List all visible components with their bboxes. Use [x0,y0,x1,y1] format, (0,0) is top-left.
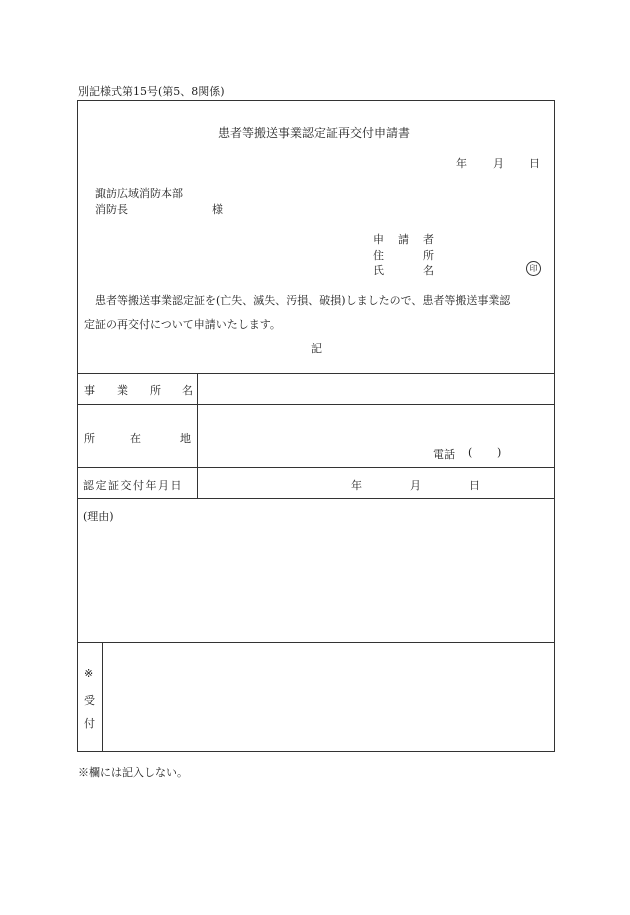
addressee-chief: 消防長 [95,203,128,216]
row-divider [77,642,555,643]
applicant-label-char: 請 [398,233,409,246]
column-divider [197,373,198,498]
office-label-char: 事 [84,384,95,397]
date-year: 年 [456,157,467,170]
cert-date-day: 日 [469,479,480,492]
row-divider [77,373,555,374]
cert-date-month: 月 [410,479,421,492]
address-label-char: 住 [373,249,384,262]
seal-mark: 印 [526,261,541,276]
reason-label: (理由) [83,510,114,523]
name-label-char: 名 [423,264,434,277]
row-divider [77,498,555,499]
location-field[interactable] [200,407,552,437]
cert-date-year: 年 [351,479,362,492]
receipt-area [105,645,552,749]
phone-label: 電話 [433,448,455,461]
office-label-char: 業 [117,384,128,397]
receipt-label-char: 付 [84,717,95,730]
receipt-label-char: ※ [84,667,94,680]
location-label-char: 在 [130,432,141,445]
footnote: ※欄には記入しない。 [78,766,188,779]
location-label-char: 地 [180,432,191,445]
addressee-honorific: 様 [212,203,223,216]
phone-paren-open: ( [468,446,473,459]
addressee-org: 諏訪広域消防本部 [95,187,183,200]
applicant-label-char: 申 [373,233,384,246]
form-title: 患者等搬送事業認定証再交付申請書 [218,126,411,140]
phone-paren-close: ) [497,446,502,459]
address-label-char: 所 [423,249,434,262]
column-divider [102,642,103,752]
form-number: 別記様式第15号(第5、8関係) [78,85,225,98]
office-label-char: 名 [182,384,193,397]
receipt-label-char: 受 [84,694,95,707]
office-name-field[interactable] [200,376,552,402]
office-label-char: 所 [150,384,161,397]
cert-date-label: 認定証交付年月日 [83,479,183,492]
body-line-2: 定証の再交付について申請いたします。 [84,318,281,331]
date-month: 月 [493,157,504,170]
name-label-char: 氏 [373,264,384,277]
row-divider [77,404,555,405]
reason-field[interactable] [80,525,550,637]
applicant-label-char: 者 [423,233,434,246]
location-label-char: 所 [84,432,95,445]
date-day: 日 [529,157,540,170]
row-divider [77,467,555,468]
ki-mark: 記 [311,342,322,355]
body-line-1: 患者等搬送事業認定証を(亡失、滅失、汚損、破損)しましたので、患者等搬送事業認 [95,294,511,307]
